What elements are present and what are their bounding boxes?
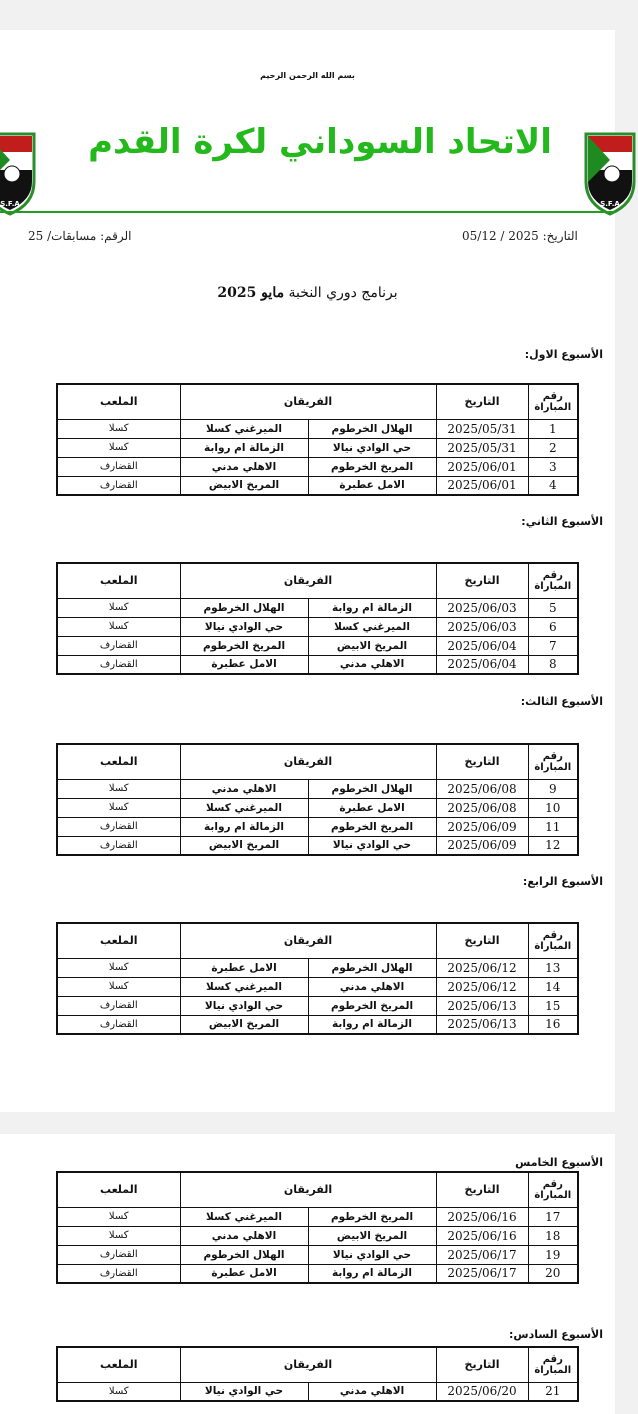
week-schedule-table: [56, 383, 579, 496]
home-team: الهلال الخرطوم: [308, 779, 436, 798]
table-row: [57, 617, 578, 636]
header-venue: الملعب: [57, 744, 180, 779]
header-teams: الفريقان: [180, 563, 436, 598]
match-number: 17: [528, 1207, 578, 1226]
away-team: الزمالة ام روابة: [180, 438, 308, 457]
table-header-row: [57, 744, 578, 779]
match-number: 15: [528, 996, 578, 1015]
header-date: التاريخ: [436, 923, 528, 958]
away-team: الهلال الخرطوم: [180, 1245, 308, 1264]
match-number: 18: [528, 1226, 578, 1245]
federation-logo-right: [582, 130, 638, 216]
home-team: الامل عطبرة: [308, 476, 436, 495]
week-schedule-table: [56, 562, 579, 675]
away-team: الميرغني كسلا: [180, 1207, 308, 1226]
table-header-row: [57, 1347, 578, 1382]
logo-label-right: S.F.A: [600, 200, 620, 208]
match-number: 10: [528, 798, 578, 817]
away-team: حي الوادي نيالا: [180, 1382, 308, 1401]
table-row: [57, 636, 578, 655]
match-date: 2025/06/17: [436, 1245, 528, 1264]
match-number: 20: [528, 1264, 578, 1283]
match-date: 2025/06/12: [436, 958, 528, 977]
match-date: 2025/05/31: [436, 438, 528, 457]
match-venue: كسلا: [57, 977, 180, 996]
match-number: 3: [528, 457, 578, 476]
away-team: الاهلي مدني: [180, 779, 308, 798]
match-venue: القضارف: [57, 1245, 180, 1264]
date-value: 2025 / 05/12: [462, 229, 539, 243]
match-venue: القضارف: [57, 836, 180, 855]
header-venue: الملعب: [57, 384, 180, 419]
match-number: 16: [528, 1015, 578, 1034]
header-match-number: رقم المباراة: [528, 744, 578, 779]
match-date: 2025/06/13: [436, 996, 528, 1015]
away-team: المريخ الخرطوم: [180, 636, 308, 655]
match-date: 2025/06/16: [436, 1226, 528, 1245]
match-venue: القضارف: [57, 476, 180, 495]
header-date: التاريخ: [436, 1172, 528, 1207]
match-number: 19: [528, 1245, 578, 1264]
match-venue: القضارف: [57, 655, 180, 674]
away-team: حي الوادي نيالا: [180, 996, 308, 1015]
table-row: [57, 798, 578, 817]
away-team: الامل عطبرة: [180, 958, 308, 977]
match-number: 8: [528, 655, 578, 674]
table-row: [57, 655, 578, 674]
away-team: الميرغني كسلا: [180, 977, 308, 996]
match-date: 2025/06/09: [436, 817, 528, 836]
header-teams: الفريقان: [180, 923, 436, 958]
match-venue: القضارف: [57, 1015, 180, 1034]
match-date: 2025/06/08: [436, 798, 528, 817]
table-row: [57, 779, 578, 798]
header-teams: الفريقان: [180, 1172, 436, 1207]
table-row: [57, 1207, 578, 1226]
match-number: 1: [528, 419, 578, 438]
away-team: الميرغني كسلا: [180, 419, 308, 438]
title-month: مايو 2025: [217, 285, 285, 301]
match-number: 4: [528, 476, 578, 495]
table-row: [57, 996, 578, 1015]
match-date: 2025/06/01: [436, 457, 528, 476]
away-team: المريخ الابيض: [180, 1015, 308, 1034]
home-team: الميرغني كسلا: [308, 617, 436, 636]
header-teams: الفريقان: [180, 744, 436, 779]
home-team: المريخ الابيض: [308, 1226, 436, 1245]
week-label: الأسبوع الرابع:: [522, 875, 603, 888]
match-venue: كسلا: [57, 958, 180, 977]
header-venue: الملعب: [57, 563, 180, 598]
match-venue: كسلا: [57, 798, 180, 817]
home-team: حي الوادي نيالا: [308, 438, 436, 457]
match-number: 13: [528, 958, 578, 977]
header-venue: الملعب: [57, 1172, 180, 1207]
home-team: الاهلي مدني: [308, 1382, 436, 1401]
table-row: [57, 476, 578, 495]
away-team: الاهلي مدني: [180, 1226, 308, 1245]
home-team: المريخ الخرطوم: [308, 457, 436, 476]
header-teams: الفريقان: [180, 384, 436, 419]
table-row: [57, 1382, 578, 1401]
table-row: [57, 817, 578, 836]
match-date: 2025/06/01: [436, 476, 528, 495]
match-number: 21: [528, 1382, 578, 1401]
away-team: حي الوادي نيالا: [180, 617, 308, 636]
week-label: الأسبوع الثالث:: [520, 695, 603, 708]
federation-logo-left: [0, 130, 38, 216]
match-date: 2025/06/09: [436, 836, 528, 855]
week-label: الأسبوع السادس:: [509, 1328, 603, 1341]
week-schedule-table: [56, 743, 579, 856]
header-date: التاريخ: [436, 1347, 528, 1382]
match-venue: كسلا: [57, 1226, 180, 1245]
match-venue: كسلا: [57, 617, 180, 636]
match-venue: القضارف: [57, 636, 180, 655]
away-team: الزمالة ام روابة: [180, 817, 308, 836]
table-header-row: [57, 384, 578, 419]
match-number: 12: [528, 836, 578, 855]
match-venue: كسلا: [57, 1207, 180, 1226]
away-team: المريخ الابيض: [180, 836, 308, 855]
home-team: الزمالة ام روابة: [308, 1264, 436, 1283]
match-venue: القضارف: [57, 457, 180, 476]
away-team: الهلال الخرطوم: [180, 598, 308, 617]
home-team: الزمالة ام روابة: [308, 1015, 436, 1034]
table-row: [57, 1245, 578, 1264]
match-date: 2025/06/20: [436, 1382, 528, 1401]
header-venue: الملعب: [57, 1347, 180, 1382]
match-venue: كسلا: [57, 598, 180, 617]
home-team: حي الوادي نيالا: [308, 1245, 436, 1264]
header-match-number: رقم المباراة: [528, 1347, 578, 1382]
table-row: [57, 977, 578, 996]
home-team: المريخ الخرطوم: [308, 817, 436, 836]
match-number: 14: [528, 977, 578, 996]
table-row: [57, 598, 578, 617]
match-date: 2025/06/12: [436, 977, 528, 996]
away-team: المريخ الابيض: [180, 476, 308, 495]
home-team: المريخ الابيض: [308, 636, 436, 655]
table-row: [57, 457, 578, 476]
week-label: الأسبوع الخامس: [515, 1156, 603, 1169]
number-label: الرقم:: [100, 229, 132, 243]
table-row: [57, 1015, 578, 1034]
match-date: 2025/06/16: [436, 1207, 528, 1226]
match-venue: كسلا: [57, 779, 180, 798]
match-venue: كسلا: [57, 1382, 180, 1401]
table-row: [57, 419, 578, 438]
match-venue: كسلا: [57, 438, 180, 457]
home-team: الامل عطبرة: [308, 798, 436, 817]
match-date: 2025/06/13: [436, 1015, 528, 1034]
week-label: الأسبوع الثاني:: [521, 515, 603, 528]
header-date: التاريخ: [436, 384, 528, 419]
match-venue: القضارف: [57, 996, 180, 1015]
table-row: [57, 836, 578, 855]
match-date: 2025/06/03: [436, 598, 528, 617]
table-header-row: [57, 563, 578, 598]
header-match-number: رقم المباراة: [528, 384, 578, 419]
match-venue: القضارف: [57, 817, 180, 836]
week-schedule-table: [56, 1171, 579, 1284]
document-title: [0, 285, 615, 301]
federation-name: الاتحاد السوداني لكرة القدم: [88, 122, 552, 162]
away-team: الامل عطبرة: [180, 1264, 308, 1283]
document-page-1: [0, 30, 620, 1112]
table-row: [57, 958, 578, 977]
match-venue: كسلا: [57, 419, 180, 438]
number-value: مسابقات/ 25: [28, 229, 97, 243]
header-match-number: رقم المباراة: [528, 1172, 578, 1207]
header-date: التاريخ: [436, 744, 528, 779]
home-team: المريخ الخرطوم: [308, 1207, 436, 1226]
home-team: الهلال الخرطوم: [308, 419, 436, 438]
table-row: [57, 438, 578, 457]
week-schedule-table: [56, 922, 579, 1035]
home-team: الاهلي مدني: [308, 655, 436, 674]
away-team: الميرغني كسلا: [180, 798, 308, 817]
home-team: الاهلي مدني: [308, 977, 436, 996]
match-number: 7: [528, 636, 578, 655]
match-date: 2025/06/04: [436, 636, 528, 655]
home-team: المريخ الخرطوم: [308, 996, 436, 1015]
match-number: 11: [528, 817, 578, 836]
document-number: [28, 229, 132, 243]
match-number: 5: [528, 598, 578, 617]
match-number: 6: [528, 617, 578, 636]
document-page-2: [0, 1134, 615, 1414]
header-match-number: رقم المباراة: [528, 563, 578, 598]
home-team: حي الوادي نيالا: [308, 836, 436, 855]
header-divider: [0, 211, 615, 213]
away-team: الامل عطبرة: [180, 655, 308, 674]
home-team: الزمالة ام روابة: [308, 598, 436, 617]
match-number: 2: [528, 438, 578, 457]
match-date: 2025/06/03: [436, 617, 528, 636]
match-date: 2025/06/04: [436, 655, 528, 674]
document-date: [462, 229, 578, 243]
table-header-row: [57, 1172, 578, 1207]
week-label: الأسبوع الاول:: [524, 348, 603, 361]
header-venue: الملعب: [57, 923, 180, 958]
header-match-number: رقم المباراة: [528, 923, 578, 958]
title-prefix: برنامج دوري النخبة: [288, 285, 398, 301]
home-team: الهلال الخرطوم: [308, 958, 436, 977]
match-date: 2025/05/31: [436, 419, 528, 438]
table-header-row: [57, 923, 578, 958]
match-venue: القضارف: [57, 1264, 180, 1283]
table-row: [57, 1264, 578, 1283]
basmala: بسم الله الرحمن الرحيم: [260, 71, 355, 80]
week-schedule-table: [56, 1346, 579, 1402]
table-row: [57, 1226, 578, 1245]
header-teams: الفريقان: [180, 1347, 436, 1382]
date-label: التاريخ:: [542, 229, 578, 243]
header-date: التاريخ: [436, 563, 528, 598]
match-date: 2025/06/08: [436, 779, 528, 798]
logo-label-left: S.F.A: [0, 200, 20, 208]
match-date: 2025/06/17: [436, 1264, 528, 1283]
away-team: الاهلي مدني: [180, 457, 308, 476]
match-number: 9: [528, 779, 578, 798]
